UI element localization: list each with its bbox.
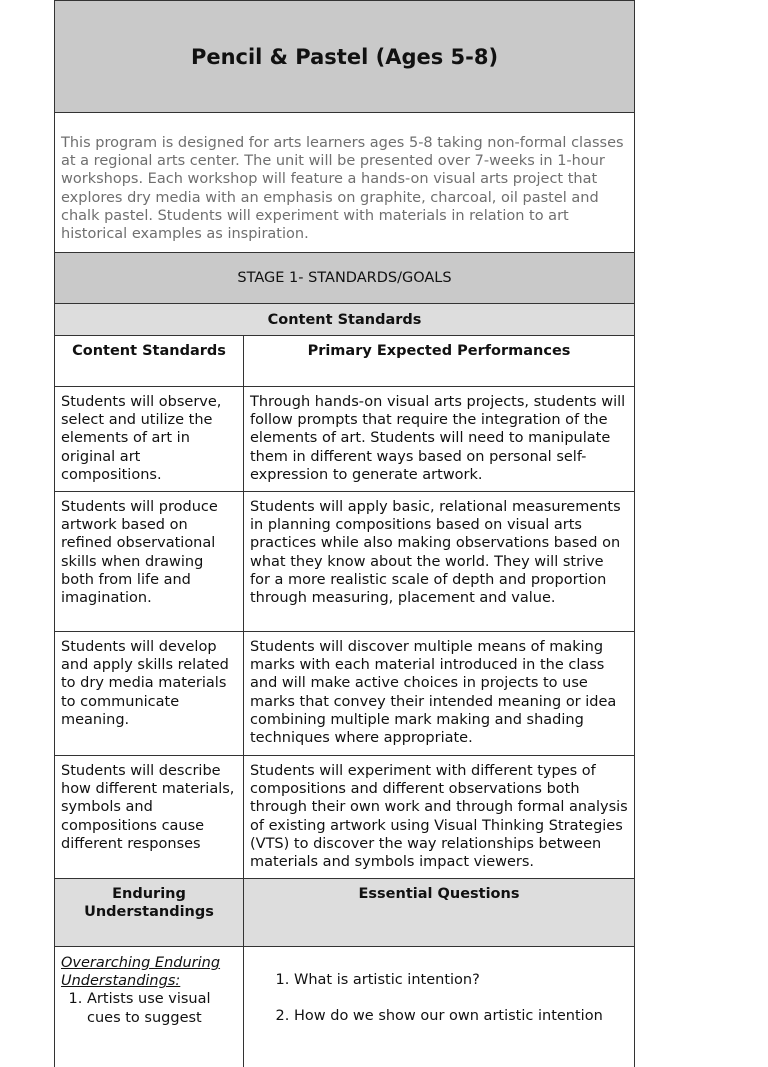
stage-heading: [55, 253, 634, 304]
column-header-standards: Content Standards: [55, 336, 244, 386]
table-row: [55, 492, 634, 632]
intro-paragraph: This program is designed for arts learners ages 5-8 taking non-formal classes at a regional arts center. The unit will be presented over 7-weeks in 1-hour workshops. Each workshop will feature a hands-on visual arts project that explores dry media with an emphasis on graphite, charcoal, oil pastel and chalk pastel. Students will experiment with materials in relation to art historical examples as inspiration.: [55, 113, 634, 253]
standard-cell: Students will observe, select and utilize the elements of art in original art compositions.: [55, 387, 244, 491]
understandings-header: [55, 879, 634, 947]
understandings-row: [55, 947, 634, 1067]
essential-questions-heading: Essential Questions: [358, 886, 520, 902]
standard-cell: Students will produce artwork based on refined observational skills when drawing both from life and imagination.: [55, 492, 244, 631]
table-row: [55, 756, 634, 879]
enduring-understandings-heading: Enduring Understandings: [55, 879, 244, 946]
table-row: [55, 632, 634, 756]
column-header-performances: Primary Expected Performances: [307, 343, 571, 359]
title-row: [55, 0, 634, 113]
content-standards-heading: Content Standards: [55, 304, 634, 336]
performance-cell: Students will experiment with different types of compositions and different observations both through their own work and through formal analysis of existing artwork using Visual Thinking Strategies (VTS) to discover the way relationships between materials and symbols impact viewers.: [250, 763, 628, 871]
essential-questions-cell: [244, 947, 634, 1067]
standard-cell: Students will describe how different materials, symbols and compositions cause different responses: [55, 756, 244, 878]
table-row: [55, 387, 634, 492]
column-headers: [55, 336, 634, 387]
list-item: 1. What is artistic intention?: [294, 971, 628, 989]
questions-list: [250, 971, 628, 1025]
performance-cell: Students will discover multiple means of making marks with each material introduced in the class and will make active choices in projects to use marks that convey their intended meaning or idea combining multiple mark making and shading techniques where appropriate.: [250, 639, 617, 747]
overarching-label: Overarching Enduring Understandings:: [61, 955, 221, 990]
standard-cell: Students will develop and apply skills related to dry media materials to communicate meaning.: [55, 632, 244, 755]
performance-cell: Students will apply basic, relational measurements in planning compositions based on visual arts practices while also making observations based on what they know about the world. They will strive for a more realistic scale of depth and proportion through measuring, placement and value.: [250, 499, 621, 607]
enduring-understandings-cell: [55, 947, 244, 1067]
stage-label: STAGE 1- STANDARDS/GOALS: [237, 270, 452, 286]
performance-cell: Through hands-on visual arts projects, students will follow prompts that require the integration of the elements of art. Students will need to manipulate them in different ways based on personal self-expression to generate artwork.: [250, 394, 626, 483]
list-item: 1. Artists use visual cues to suggest: [87, 990, 237, 1026]
document-title: Pencil & Pastel (Ages 5-8): [190, 44, 499, 69]
curriculum-document: [54, 0, 635, 1067]
list-item: 2. How do we show our own artistic intention: [294, 1007, 628, 1025]
understandings-list: [61, 990, 237, 1026]
